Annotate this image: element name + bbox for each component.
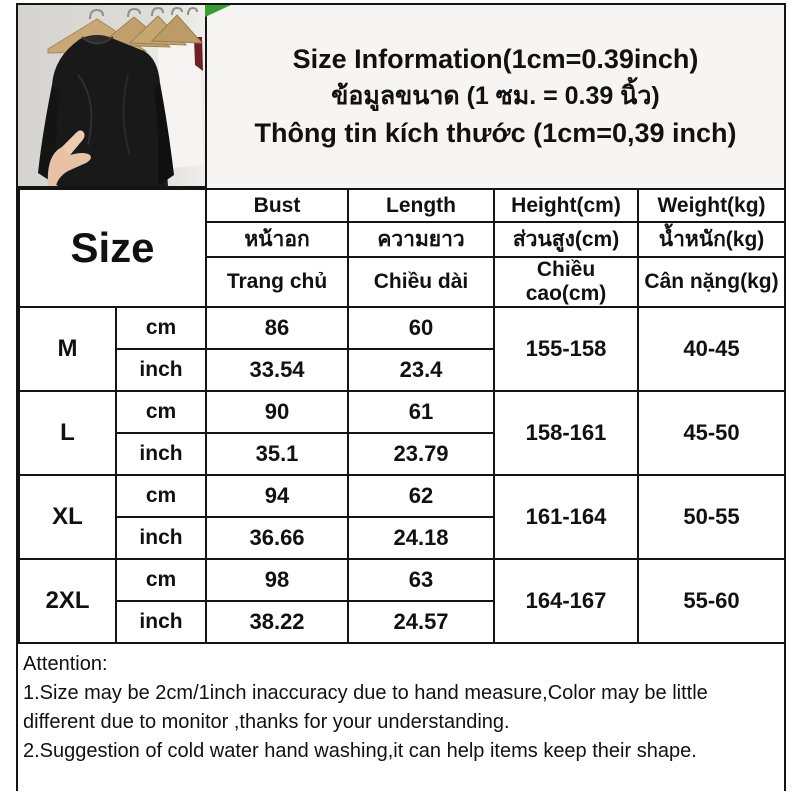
length-2xl-inch: 24.57 [348,601,494,643]
title-vietnamese: Thông tin kích thước (1cm=0,39 inch) [254,118,737,148]
height-xl: 161-164 [494,475,638,559]
length-xl-inch: 24.18 [348,517,494,559]
row-2xl-cm [19,559,785,601]
weight-xl: 50-55 [638,475,785,559]
attention-section [18,644,784,804]
size-header-cell: Size [19,189,206,307]
unit-cm: cm [116,391,206,433]
length-m-cm: 60 [348,307,494,349]
unit-inch: inch [116,349,206,391]
length-xl-cm: 62 [348,475,494,517]
height-m: 155-158 [494,307,638,391]
unit-cm: cm [116,559,206,601]
size-label-l: L [19,391,116,475]
col-height-vi: Chiều cao(cm) [494,257,638,307]
product-photo [18,5,207,188]
bust-xl-inch: 36.66 [206,517,348,559]
unit-inch: inch [116,517,206,559]
title-english: Size Information(1cm=0.39inch) [292,44,699,74]
bust-xl-cm: 94 [206,475,348,517]
col-length-en: Length [348,189,494,222]
unit-inch: inch [116,433,206,475]
bust-l-inch: 35.1 [206,433,348,475]
attention-heading: Attention: [23,653,108,675]
unit-cm: cm [116,475,206,517]
bust-m-inch: 33.54 [206,349,348,391]
length-l-inch: 23.79 [348,433,494,475]
col-bust-th: หน้าอก [206,222,348,257]
row-xl-cm [19,475,785,517]
weight-m: 40-45 [638,307,785,391]
col-height-th: ส่วนสูง(cm) [494,222,638,257]
top-section [18,5,784,188]
col-bust-en: Bust [206,189,348,222]
size-table [18,188,786,644]
size-label-2xl: 2XL [19,559,116,643]
product-photo-illustration [18,5,205,186]
col-length-th: ความยาว [348,222,494,257]
col-length-vi: Chiều dài [348,257,494,307]
unit-cm: cm [116,307,206,349]
size-label-xl: XL [19,475,116,559]
unit-inch: inch [116,601,206,643]
size-chart-sheet [16,3,786,791]
col-weight-vi: Cân nặng(kg) [638,257,785,307]
attention-note-1: 1.Size may be 2cm/1inch inaccuracy due to hand measure,Color may be little different due to monitor ,thanks for your understanding. [23,682,708,733]
length-2xl-cm: 63 [348,559,494,601]
length-m-inch: 23.4 [348,349,494,391]
row-m-cm [19,307,785,349]
bust-l-cm: 90 [206,391,348,433]
length-l-cm: 61 [348,391,494,433]
attention-note-2: 2.Suggestion of cold water hand washing,it can help items keep their shape. [23,740,697,762]
col-weight-en: Weight(kg) [638,189,785,222]
weight-2xl: 55-60 [638,559,785,643]
title-thai: ข้อมูลขนาด (1 ซม. = 0.39 นิ้ว) [331,82,660,110]
height-l: 158-161 [494,391,638,475]
col-bust-vi: Trang chủ [206,257,348,307]
weight-l: 45-50 [638,391,785,475]
title-block [207,5,784,188]
size-label-m: M [19,307,116,391]
height-2xl: 164-167 [494,559,638,643]
header-row-en [19,189,785,222]
green-corner-accent [205,5,231,17]
bust-2xl-inch: 38.22 [206,601,348,643]
bust-2xl-cm: 98 [206,559,348,601]
row-l-cm [19,391,785,433]
col-weight-th: น้ำหนัก(kg) [638,222,785,257]
col-height-en: Height(cm) [494,189,638,222]
bust-m-cm: 86 [206,307,348,349]
